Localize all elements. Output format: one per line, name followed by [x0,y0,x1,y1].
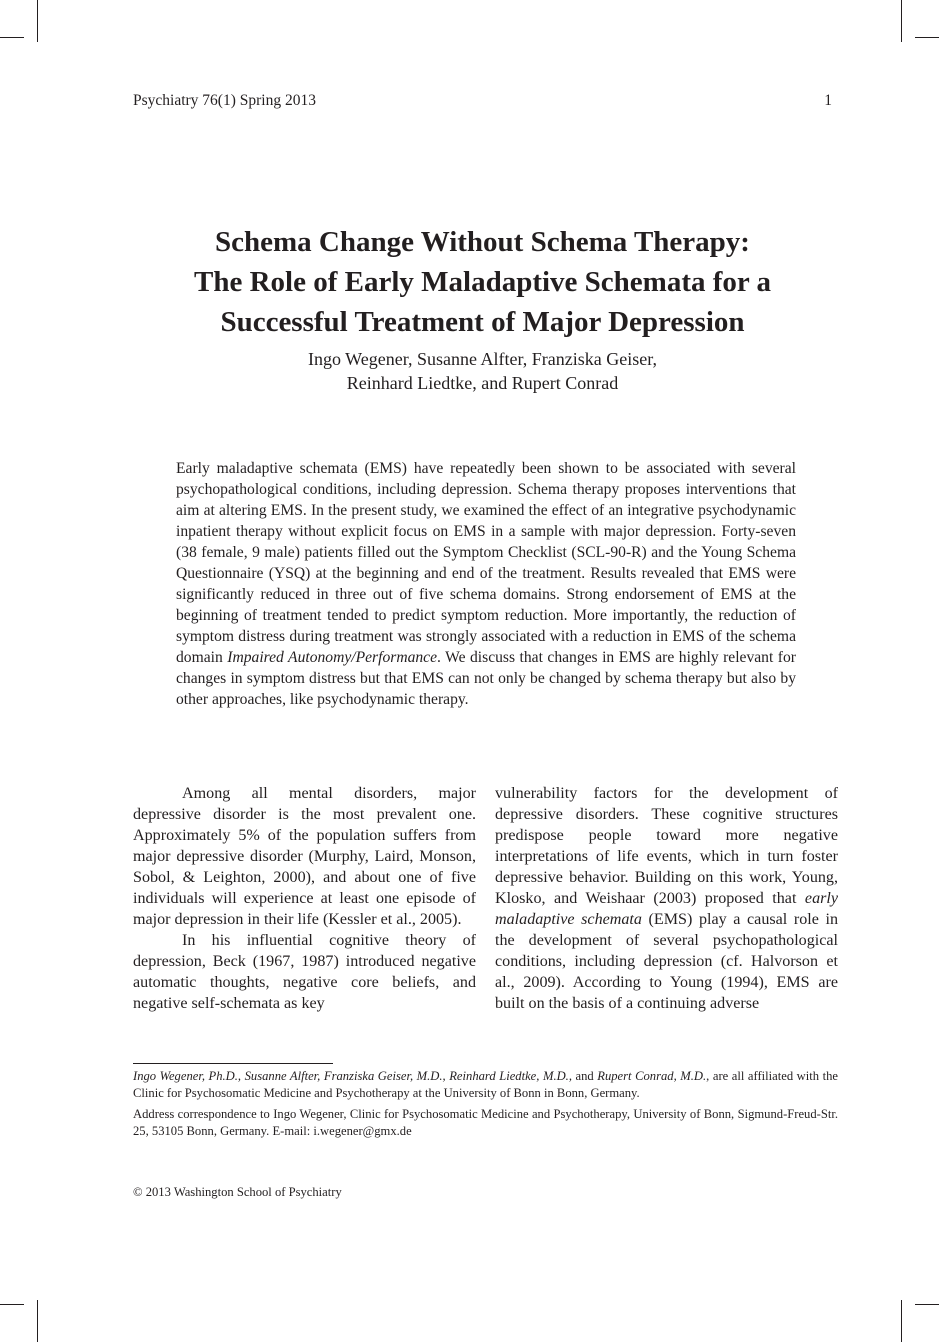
footnotes [133,1068,838,1144]
title-line: The Role of Early Maladaptive Schemata for a [194,266,771,298]
abstract-text: . We discuss that changes in EMS are highly relevant for changes in symptom distress but that EMS can not only be changed by schema therapy but also by other approaches, like psychodynamic therapy. [176,649,796,708]
article-title [133,222,832,342]
page-number: 1 [824,92,832,109]
crop-mark [915,1304,939,1305]
running-head [133,90,832,112]
body-column-right [495,783,838,1014]
crop-mark [915,37,939,38]
crop-mark [901,0,902,42]
title-line: Schema Change Without Schema Therapy: [215,226,750,258]
affiliation-conjunction: and [571,1069,598,1083]
correspondence-note: Address correspondence to Ingo Wegener, Clinic for Psychosomatic Medicine and Psychotherapy, University of Bonn, Sigmund-Freud-Str. 25, 53105 Bonn, Germany. E-mail: i.wegener@gmx.de [133,1107,838,1138]
crop-mark [37,1300,38,1342]
body-text: vulnerability factors for the development of depressive disorders. These cognitive structures predispose people toward more negative interpretations of life events, which in turn foster depressive behavior. Building on this work, Young, Klosko, and Weishaar (2003) proposed that [495,785,838,907]
abstract [176,458,796,710]
footnote-divider [133,1063,333,1064]
body-text: (EMS) play a causal role in the development of several psychopathological conditions, including depression (cf. Halvorson et al., 2009). According to Young (1994), EMS are built on the basis of a continuing adverse [495,911,838,1012]
author-line: Ingo Wegener, Susanne Alfter, Franziska Geiser, [308,349,657,369]
copyright-notice: © 2013 Washington School of Psychiatry [133,1185,342,1199]
crop-mark [0,1304,24,1305]
body-paragraph [495,783,838,1014]
abstract-text: Early maladaptive schemata (EMS) have repeatedly been shown to be associated with several psychopathological conditions, including depression. Schema therapy proposes interventions that aim at altering EMS. In the present study, we examined the effect of an integrative psychodynamic inpatient therapy without explicit focus on EMS in a sample with major depression. Forty-seven (38 female, 9 male) patients filled out the Symptom Checklist (SCL-90-R) and the Young Schema Questionnaire (YSQ) at the beginning and end of the treatment. Results revealed that EMS were significantly reduced in three out of five schema domains. Strong endorsement of EMS at the beginning of treatment tended to predict symptom reduction. More importantly, the reduction of symptom distress during treatment was strongly associated with a reduction in EMS of the schema domain [176,460,796,666]
crop-mark [0,37,24,38]
body-column-left [133,783,476,1014]
body-paragraph: In his influential cognitive theory of depression, Beck (1967, 1987) introduced negative automatic thoughts, negative core beliefs, and negative self-schemata as key [133,932,476,1012]
body-italic-term: early maladaptive schemata [495,890,838,928]
body-paragraph: Among all mental disorders, major depressive disorder is the most prevalent one. Approximately 5% of the population suffers from major depressive disorder (Murphy, Laird, Monson, Sobol, & Leighton, 2000), and about one of five individuals will experience at least one episode of major depression in their life (Kessler et al., 2005). [133,785,476,928]
crop-mark [901,1300,902,1342]
journal-citation: Psychiatry 76(1) Spring 2013 [133,92,316,109]
affiliation-authors: Ingo Wegener, Ph.D., Susanne Alfter, Franziska Geiser, M.D., Reinhard Liedtke, M.D., [133,1069,572,1083]
affiliation-text: , are all affiliated with the Clinic for Psychosomatic Medicine and Psychotherapy at the University of Bonn in Bonn, Germany. [133,1069,838,1100]
author-line: Reinhard Liedtke, and Rupert Conrad [346,373,619,393]
affiliation-last-author: Rupert Conrad, M.D. [597,1069,707,1083]
affiliation-note [133,1068,838,1102]
title-line: Successful Treatment of Major Depression [220,306,745,338]
author-list [133,347,832,395]
abstract-italic-term: Impaired Autonomy/Performance [227,649,438,666]
crop-mark [37,0,38,42]
